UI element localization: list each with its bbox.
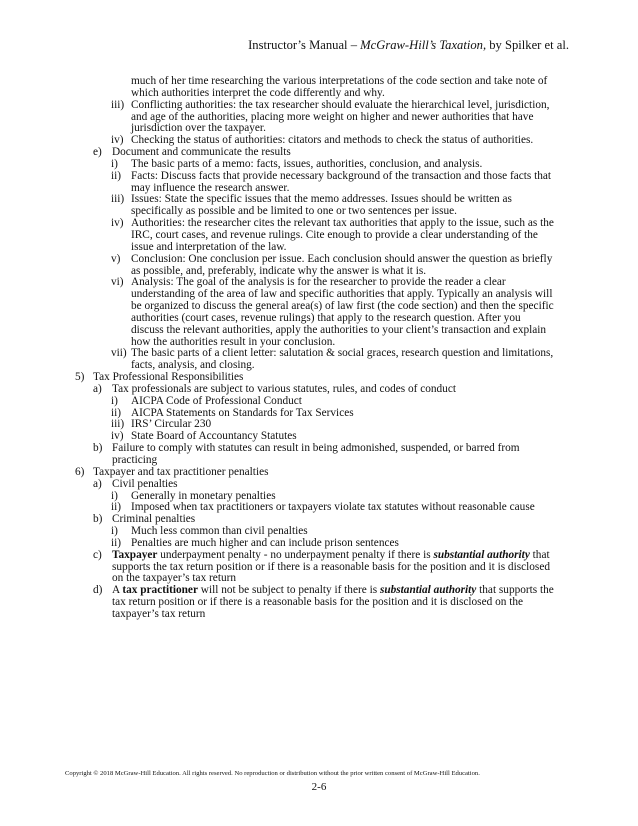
outline-text: supports the tax return position or if there is a reasonable basis for the position and it is disclosed [112,560,550,573]
outline-line [0,159,638,171]
outline-label: iv) [111,217,124,230]
outline-label: iv) [111,134,124,147]
outline-line [0,325,638,337]
outline-label: c) [93,548,102,561]
header-suffix: by Spilker et al. [486,38,569,52]
outline-text: The basic parts of a client letter: salutation & social graces, research question and limitations, [131,347,554,360]
outline-text: practicing [112,454,158,466]
outline-label: a) [93,477,102,490]
outline-text: which authorities interpret the code differently and why. [131,86,385,99]
outline-label: iii) [111,418,125,431]
outline-text: IRC, court cases, and revenue rulings. Cite enough to provide a clear understanding of the [131,228,538,241]
page-number: 2-6 [311,781,327,793]
outline-line [0,313,638,325]
text-run: that supports the [476,584,554,597]
emphasis-text: substantial authority [379,584,477,597]
outline-label: i) [111,489,118,502]
outline-text: facts, analysis, and closing. [131,359,255,372]
outline-line [0,242,638,254]
outline-line [0,112,638,124]
outline-label: d) [93,584,103,597]
outline-text: Conclusion: One conclusion per issue. Each conclusion should answer the question as briefly [131,252,553,265]
outline-label: iii) [111,98,125,111]
outline-text: Imposed when tax practitioners or taxpayers violate tax statutes without reasonable cause [131,501,535,514]
outline-label: ii) [111,536,122,549]
outline-text: IRS’ Circular 230 [131,418,212,431]
emphasis-text: substantial authority [433,548,530,561]
outline-text: Failure to comply with statutes can result in being admonished, suspended, or barred from [112,442,520,455]
outline-text: Checking the status of authorities: citators and methods to check the status of authorities. [131,134,534,147]
outline-text: Generally in monetary penalties [131,489,276,502]
outline-text: Penalties are much higher and can include prison sentences [131,536,399,549]
outline-line [0,443,638,455]
outline-text: authorities (court cases, revenue rulings) that apply to the research question. After you [131,311,521,324]
outline-text: jurisdiction over the taxpayer. [131,122,266,135]
outline-line [0,254,638,266]
outline-label: ii) [111,501,122,514]
outline-line [0,230,638,242]
outline-label: vi) [111,276,124,289]
outline-label: v) [111,252,121,265]
outline-line [0,550,638,562]
outline-text: Conflicting authorities: the tax researcher should evaluate the hierarchical level, jurisdiction, [131,98,550,111]
text-run: A [112,584,123,597]
outline-text: be organized to discuss the general area(s) of law first (the code section) and then the specific [131,300,554,313]
outline-label: iv) [111,430,124,443]
outline-text: understanding of the area of law and specific authorities that apply. Typically an analysis will [131,288,553,301]
text-run: underpayment penalty - no underpayment penalty if there is [157,548,434,561]
outline-label: i) [111,157,118,170]
outline-text: discuss the relevant authorities, apply the authorities to your client’s transaction and explain [131,323,547,336]
outline-text: Taxpayer and tax practitioner penalties [93,465,269,478]
outline-label: ii) [111,406,122,419]
text-run: will not be subject to penalty if there is [197,584,380,597]
outline-line [0,597,638,609]
outline-line [0,88,638,100]
outline-text: Document and communicate the results [112,146,291,159]
outline-label: b) [93,442,103,455]
outline-line [0,467,638,479]
outline-text: taxpayer’s tax return [112,607,206,620]
outline-label: b) [93,513,103,526]
outline-line [0,171,638,183]
page-header [248,38,569,52]
outline-label: i) [111,394,118,407]
outline-text: Issues: State the specific issues that the memo addresses. Issues should be written as [131,193,512,206]
outline-text: on the taxpayer’s tax return [112,572,237,585]
outline-text: The basic parts of a memo: facts, issues, authorities, conclusion, and analysis. [131,157,483,170]
outline-label: iii) [111,193,125,206]
outline-line [0,609,638,621]
outline-line [0,419,638,431]
outline-text: Tax Professional Responsibilities [93,371,244,384]
outline-label: e) [93,146,102,159]
outline-line [0,348,638,360]
outline-text: as possible, and, preferably, indicate why the answer is what it is. [131,264,427,277]
outline-text: tax return position or if there is a reasonable basis for the position and it is disclosed on the [112,596,523,609]
outline-text: Facts: Discuss facts that provide necessary background of the transaction and those facts that [131,169,552,182]
outline-label: 5) [75,371,85,384]
outline-line [0,562,638,574]
outline-label: i) [111,525,118,538]
outline-line [0,408,638,420]
outline-line [0,100,638,112]
outline-label: ii) [111,169,122,182]
emphasis-text: Taxpayer [112,548,158,561]
outline-line [0,396,638,408]
outline-label: 6) [75,465,85,478]
header-prefix: Instructor’s Manual – [248,38,361,52]
outline-text: specifically as possible and be limited to one or two sentences per issue. [131,205,457,218]
outline-text: and age of the authorities, placing more weight on higher and newer authorities that have [131,110,534,123]
outline-text [112,550,550,562]
outline-text: issue and interpretation of the law. [131,240,287,253]
outline-text: State Board of Accountancy Statutes [131,430,297,443]
outline-text: Authorities: the researcher cites the relevant tax authorities that apply to the issue, such as the [131,217,554,230]
outline-line [0,514,638,526]
outline-text: Civil penalties [112,477,178,490]
outline-label: vii) [111,347,127,360]
outline-line [0,384,638,396]
header-book-title: McGraw-Hill’s Taxation, [360,38,487,52]
outline-text: Much less common than civil penalties [131,525,308,538]
copyright-footer: Copyright © 2018 McGraw-Hill Education. All rights reserved. No reproduction or distribution without the prior written consent of McGraw-Hill Education. [65,770,480,777]
outline-text: Criminal penalties [112,513,196,526]
outline-text: Analysis: The goal of the analysis is for the researcher to provide the reader a clear [131,276,506,289]
outline-body [0,76,638,621]
outline-text: AICPA Statements on Standards for Tax Services [131,406,354,419]
outline-text: much of her time researching the various interpretations of the code section and take note of [131,75,548,87]
outline-line [0,479,638,491]
outline-text: how the authorities result in your conclusion. [131,335,336,348]
outline-text: AICPA Code of Professional Conduct [131,394,302,407]
text-run: that [529,548,550,561]
outline-label: a) [93,382,102,395]
outline-text: Tax professionals are subject to various statutes, rules, and codes of conduct [112,382,456,395]
outline-text: may influence the research answer. [131,181,290,194]
emphasis-text: tax practitioner [122,584,198,597]
